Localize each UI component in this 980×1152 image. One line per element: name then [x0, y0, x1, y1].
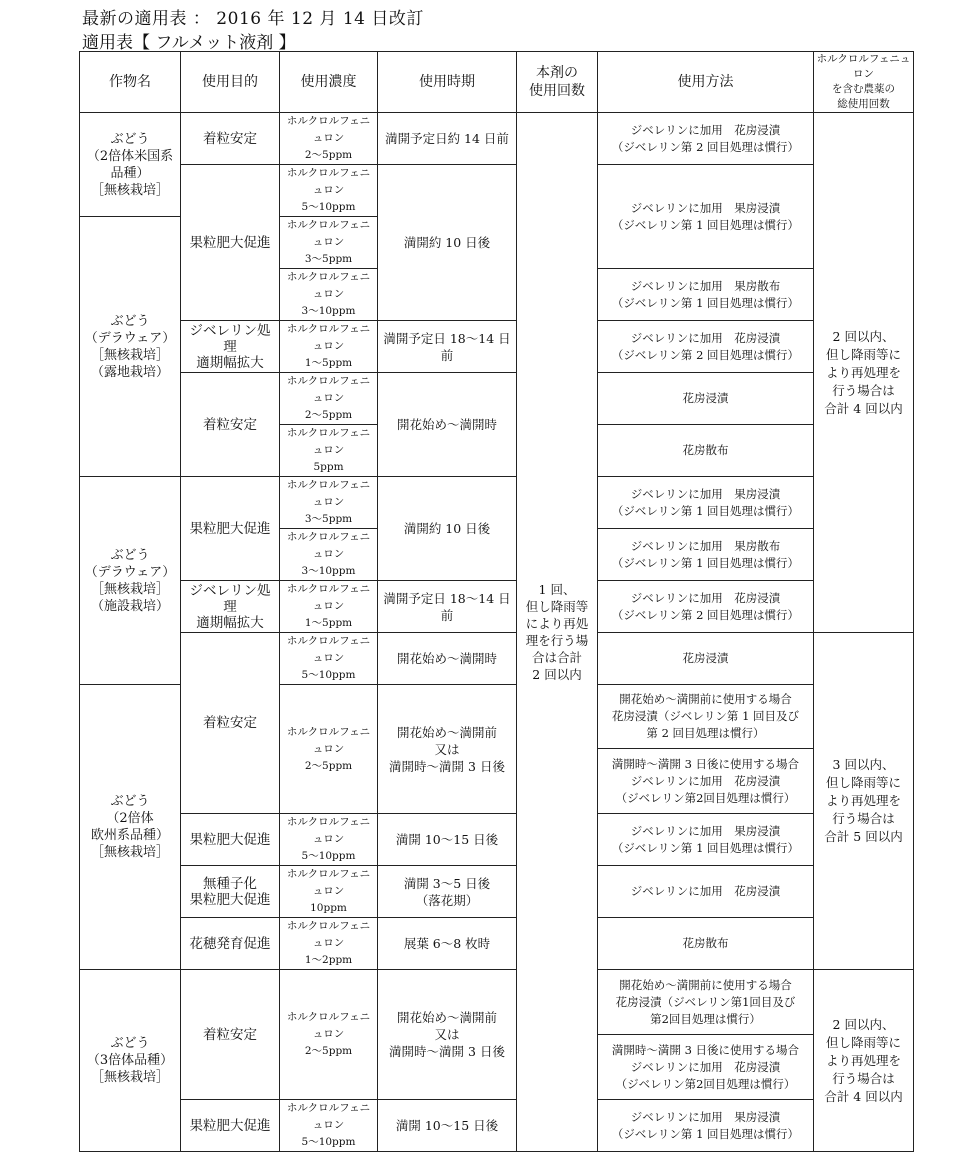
timing-cell: 開花始め～満開時 — [378, 373, 517, 477]
method-cell: ジベレリンに加用 果房浸漬 （ジベレリン第 1 回目処理は慣行） — [598, 165, 814, 269]
purpose-cell: 果粒肥大促進 — [181, 814, 280, 866]
concentration-cell: ホルクロルフェニュロン 3～10ppm — [280, 269, 378, 321]
purpose-cell: 着粒安定 — [181, 113, 280, 165]
timing-cell: 満開 3～5 日後 （落花期） — [378, 866, 517, 918]
concentration-cell: ホルクロルフェニュロン 2～5ppm — [280, 373, 378, 425]
purpose-cell: 無種子化 果粒肥大促進 — [181, 866, 280, 918]
revision-date-title: 最新の適用表 ： 2016 年 12 月 14 日改訂 — [82, 9, 424, 29]
timing-cell: 開花始め～満開前 又は 満開時～満開 3 日後 — [378, 685, 517, 814]
method-cell: 花房浸漬 — [598, 633, 814, 685]
concentration-cell: ホルクロルフェニュロン 5～10ppm — [280, 633, 378, 685]
table-row — [80, 321, 914, 373]
header-timing: 使用時期 — [378, 52, 517, 113]
purpose-cell: 果粒肥大促進 — [181, 1100, 280, 1152]
concentration-cell: ホルクロルフェニュロン 3～5ppm — [280, 217, 378, 269]
header-concentration: 使用濃度 — [280, 52, 378, 113]
purpose-cell: 果粒肥大促進 — [181, 477, 280, 581]
total-usage-cell: 3 回以内、 但し降雨等に より再処理を 行う場合は 合計 5 回以内 — [814, 633, 914, 970]
table-row — [80, 866, 914, 918]
timing-cell: 展葉 6～8 枚時 — [378, 918, 517, 970]
crop-cell: ぶどう （デラウェア） ［無核栽培］ （施設栽培） — [80, 477, 181, 685]
timing-cell: 開花始め～満開時 — [378, 633, 517, 685]
table-row — [80, 970, 914, 1035]
purpose-cell: 花穂発育促進 — [181, 918, 280, 970]
method-cell: ジベレリンに加用 果房散布 （ジベレリン第 1 回目処理は慣行） — [598, 269, 814, 321]
header-count: 本剤の 使用回数 — [517, 52, 598, 113]
header-crop: 作物名 — [80, 52, 181, 113]
table-row — [80, 165, 914, 217]
timing-cell: 満開約 10 日後 — [378, 165, 517, 321]
concentration-cell: ホルクロルフェニュロン 5～10ppm — [280, 814, 378, 866]
method-cell: 花房浸漬 — [598, 373, 814, 425]
table-row — [80, 1100, 914, 1152]
table-row — [80, 373, 914, 425]
header-method: 使用方法 — [598, 52, 814, 113]
method-cell: 花房散布 — [598, 425, 814, 477]
purpose-cell: 着粒安定 — [181, 970, 280, 1100]
header-row — [80, 52, 914, 113]
purpose-cell: ジベレリン処理 適期幅拡大 — [181, 581, 280, 633]
concentration-cell: ホルクロルフェニュロン 5～10ppm — [280, 165, 378, 217]
timing-cell: 開花始め～満開前 又は 満開時～満開 3 日後 — [378, 970, 517, 1100]
total-usage-cell: 2 回以内、 但し降雨等に より再処理を 行う場合は 合計 4 回以内 — [814, 970, 914, 1152]
concentration-cell: ホルクロルフェニュロン 5～10ppm — [280, 1100, 378, 1152]
concentration-cell: ホルクロルフェニュロン 1～2ppm — [280, 918, 378, 970]
method-cell: ジベレリンに加用 果房浸漬 （ジベレリン第 1 回目処理は慣行） — [598, 1100, 814, 1152]
method-cell: 満開時～満開 3 日後に使用する場合 ジベレリンに加用 花房浸漬 （ジベレリン第2回目処理は慣行） — [598, 749, 814, 814]
timing-cell: 満開 10～15 日後 — [378, 1100, 517, 1152]
crop-cell: ぶどう （デラウェア） ［無核栽培］ （露地栽培） — [80, 217, 181, 477]
usage-count-cell: 1 回、 但し降雨等 により再処 理を行う場 合は合計 2 回以内 — [517, 113, 598, 1152]
concentration-cell: ホルクロルフェニュロン 10ppm — [280, 866, 378, 918]
method-cell: 満開時～満開 3 日後に使用する場合 ジベレリンに加用 花房浸漬 （ジベレリン第2回目処理は慣行） — [598, 1035, 814, 1100]
table-title: 適用表【 フルメット液剤 】 — [82, 33, 296, 53]
table-row — [80, 814, 914, 866]
crop-cell: ぶどう （3倍体品種） ［無核栽培］ — [80, 970, 181, 1152]
crop-cell: ぶどう （2倍体米国系 品種） ［無核栽培］ — [80, 113, 181, 217]
concentration-cell: ホルクロルフェニュロン 2～5ppm — [280, 113, 378, 165]
header-total: ホルクロルフェニュロン を含む農薬の 総使用回数 — [814, 52, 914, 113]
concentration-cell: ホルクロルフェニュロン 5ppm — [280, 425, 378, 477]
table-row — [80, 113, 914, 165]
table-row — [80, 633, 914, 685]
method-cell: ジベレリンに加用 果房浸漬 （ジベレリン第 1 回目処理は慣行） — [598, 814, 814, 866]
method-cell: 開花始め～満開前に使用する場合 花房浸漬（ジベレリン第1回目及び 第2回目処理は慣行） — [598, 970, 814, 1035]
application-table — [79, 51, 914, 1152]
method-cell: ジベレリンに加用 花房浸漬 （ジベレリン第 2 回目処理は慣行） — [598, 581, 814, 633]
concentration-cell: ホルクロルフェニュロン 3～5ppm — [280, 477, 378, 529]
concentration-cell: ホルクロルフェニュロン 1～5ppm — [280, 581, 378, 633]
timing-cell: 満開予定日 18～14 日前 — [378, 581, 517, 633]
method-cell: 開花始め～満開前に使用する場合 花房浸漬（ジベレリン第 1 回目及び 第 2 回目処理は慣行） — [598, 685, 814, 749]
crop-cell: ぶどう （2倍体 欧州系品種） ［無核栽培］ — [80, 685, 181, 970]
concentration-cell: ホルクロルフェニュロン 2～5ppm — [280, 685, 378, 814]
timing-cell: 満開 10～15 日後 — [378, 814, 517, 866]
timing-cell: 満開予定日 18～14 日前 — [378, 321, 517, 373]
method-cell: ジベレリンに加用 花房浸漬 — [598, 866, 814, 918]
method-cell: ジベレリンに加用 花房浸漬 （ジベレリン第 2 回目処理は慣行） — [598, 113, 814, 165]
concentration-cell: ホルクロルフェニュロン 3～10ppm — [280, 529, 378, 581]
purpose-cell: 着粒安定 — [181, 633, 280, 814]
purpose-cell: ジベレリン処理 適期幅拡大 — [181, 321, 280, 373]
table-row — [80, 581, 914, 633]
total-usage-cell: 2 回以内、 但し降雨等に より再処理を 行う場合は 合計 4 回以内 — [814, 113, 914, 633]
header-purpose: 使用目的 — [181, 52, 280, 113]
table-row — [80, 477, 914, 529]
purpose-cell: 果粒肥大促進 — [181, 165, 280, 321]
timing-cell: 満開予定日約 14 日前 — [378, 113, 517, 165]
method-cell: 花房散布 — [598, 918, 814, 970]
table-row — [80, 918, 914, 970]
concentration-cell: ホルクロルフェニュロン 2～5ppm — [280, 970, 378, 1100]
method-cell: ジベレリンに加用 果房散布 （ジベレリン第 1 回目処理は慣行） — [598, 529, 814, 581]
concentration-cell: ホルクロルフェニュロン 1～5ppm — [280, 321, 378, 373]
purpose-cell: 着粒安定 — [181, 373, 280, 477]
method-cell: ジベレリンに加用 果房浸漬 （ジベレリン第 1 回目処理は慣行） — [598, 477, 814, 529]
method-cell: ジベレリンに加用 花房浸漬 （ジベレリン第 2 回目処理は慣行） — [598, 321, 814, 373]
timing-cell: 満開約 10 日後 — [378, 477, 517, 581]
